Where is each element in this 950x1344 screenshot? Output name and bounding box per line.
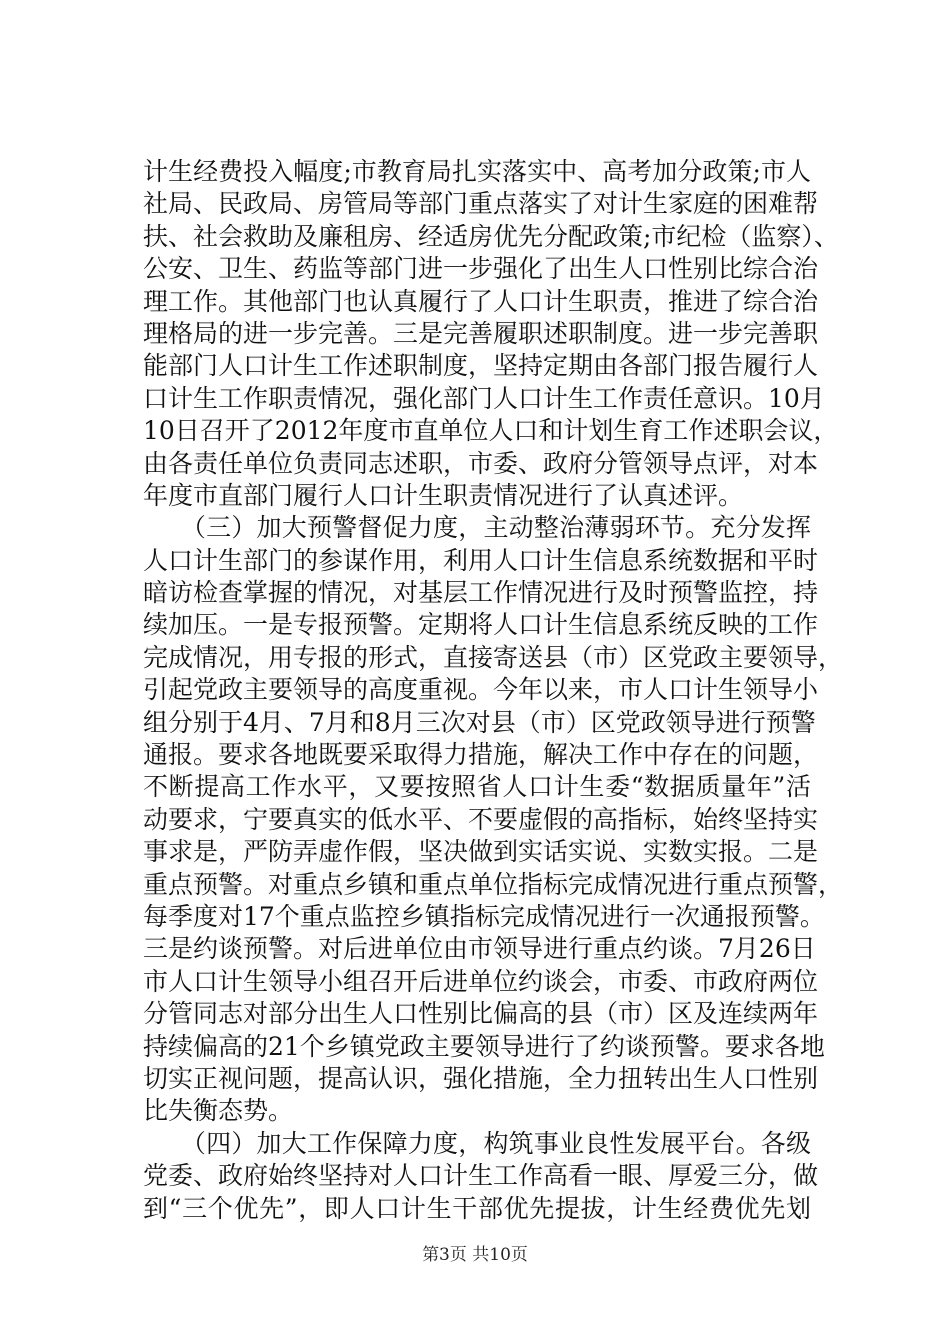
text-line: 计生经费投入幅度;市教育局扎实落实中、高考加分政策;市人 xyxy=(143,157,811,186)
text-line: 理工作。其他部门也认真履行了人口计生职责，推进了综合治 xyxy=(143,286,819,316)
text-line: 续加压。一是专报预警。定期将人口计生信息系统反映的工作 xyxy=(143,610,819,640)
text-line: 动要求，宁要真实的低水平、不要虚假的高指标，始终坚持实 xyxy=(143,804,819,834)
text-line: 由各责任单位负责同志述职，市委、政府分管领导点评，对本 xyxy=(143,448,819,478)
text-line: 社局、民政局、房管局等部门重点落实了对计生家庭的困难帮 xyxy=(143,189,819,219)
text-line: 10日召开了2012年度市直单位人口和计划生育工作述职会议， xyxy=(143,416,839,446)
text-line: （三）加大预警督促力度，主动整治薄弱环节。充分发挥 xyxy=(143,513,811,543)
page-number-footer: 第3页 共10页 xyxy=(422,1245,528,1265)
text-line: 持续偏高的21个乡镇党政主要领导进行了约谈预警。要求各地 xyxy=(143,1031,825,1061)
document-body xyxy=(143,156,844,1225)
text-line: 分管同志对部分出生人口性别比偏高的县（市）区及连续两年 xyxy=(143,999,819,1029)
text-line: 完成情况，用专报的形式，直接寄送县（市）区党政主要领导， xyxy=(143,642,844,672)
text-line: 三是约谈预警。对后进单位由市领导进行重点约谈。7月26日 xyxy=(143,934,816,964)
text-line: （四）加大工作保障力度，构筑事业良性发展平台。各级 xyxy=(143,1128,811,1158)
text-line: 重点预警。对重点乡镇和重点单位指标完成情况进行重点预警， xyxy=(143,869,844,899)
text-line: 每季度对17个重点监控乡镇指标完成情况进行一次通报预警。 xyxy=(143,901,825,931)
text-line: 口计生工作职责情况，强化部门人口计生工作责任意识。10月 xyxy=(143,383,825,413)
text-line: 人口计生部门的参谋作用，利用人口计生信息系统数据和平时 xyxy=(143,545,819,575)
text-line: 事求是，严防弄虚作假，坚决做到实话实说、实数实报。二是 xyxy=(143,837,819,867)
text-line: 引起党政主要领导的高度重视。今年以来，市人口计生领导小 xyxy=(143,675,819,705)
text-line: 能部门人口计生工作述职制度，坚持定期由各部门报告履行人 xyxy=(143,351,819,381)
text-line: 暗访检查掌握的情况，对基层工作情况进行及时预警监控，持 xyxy=(143,578,819,608)
text-line: 不断提高工作水平，又要按照省人口计生委“数据质量年”活 xyxy=(143,772,811,802)
paragraph-end-line: 年度市直部门履行人口计生职责情况进行了认真述评。 xyxy=(143,480,744,510)
text-line: 组分别于4月、7月和8月三次对县（市）区党政领导进行预警 xyxy=(143,707,816,737)
text-line: 到“三个优先”，即人口计生干部优先提拔，计生经费优先划 xyxy=(143,1193,811,1223)
text-line: 市人口计生领导小组召开后进单位约谈会，市委、市政府两位 xyxy=(143,966,819,996)
paragraph-end-line: 比失衡态势。 xyxy=(143,1096,294,1126)
text-line: 公安、卫生、药监等部门进一步强化了出生人口性别比综合治 xyxy=(143,254,819,284)
text-line: 扶、社会救助及廉租房、经适房优先分配政策;市纪检（监察）、 xyxy=(143,221,839,251)
text-line: 切实正视问题，提高认识，强化措施，全力扭转出生人口性别 xyxy=(143,1063,819,1093)
text-line: 通报。要求各地既要采取得力措施，解决工作中存在的问题， xyxy=(143,740,819,770)
text-line: 理格局的进一步完善。三是完善履职述职制度。进一步完善职 xyxy=(143,318,819,348)
text-line: 党委、政府始终坚持对人口计生工作高看一眼、厚爱三分，做 xyxy=(143,1161,819,1191)
